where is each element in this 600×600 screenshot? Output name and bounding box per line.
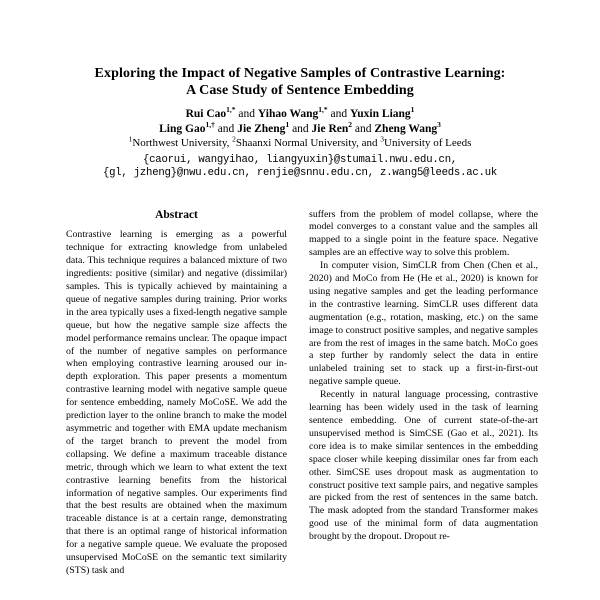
affiliation-university-of-leeds (380, 134, 472, 149)
author-separator: and (238, 108, 256, 120)
paper-title-line1: Exploring the Impact of Negative Samples of Contrastive Learning: (94, 66, 506, 81)
affiliation-line (0, 134, 600, 151)
author-ling-gao (159, 119, 215, 135)
author-affiliation-mark: 2 (348, 119, 353, 129)
author-block (0, 107, 600, 136)
affiliation-text: Northwest University, (132, 137, 230, 149)
paper-header (0, 65, 600, 181)
email-line-1: {caorui, wangyihao, liangyuxin}@stumail.nwu.edu.cn, (142, 153, 458, 166)
author-affiliation-mark: 1,† (205, 119, 215, 129)
author-affiliation-mark: 1 (285, 119, 290, 129)
author-affiliation-mark: 1,* (226, 105, 236, 115)
author-rui-cao (185, 105, 236, 120)
author-name: Ling Gao (159, 122, 206, 135)
paper-title (0, 65, 600, 99)
email-block (0, 154, 600, 181)
abstract-text: Contrastive learning is emerging as a powerful technique for extracting knowledge from unlabeled data. This technique requires a balanced mixture of two ingredients: positive (similar) and negative (dissimilar) samples. This is typically achieved by maintaining a queue of negative samples during training. Prior works in the area typically uses a fixed-length negative sample queue, but how the negative sample size affects the model performance remains unclear. The opaque impact of the number of negative samples on performance when employing contrastive learning aroused our in-depth exploration. This paper presents a momentum contrastive learning model with negative sample queue for sentence embedding, namely MoCoSE. We add the prediction layer to the online branch to make the model asymmetric and together with EMA update mechanism of the target branch to prevent the model from collapsing. We define a maximum traceable distance metric, through which we learn to what extent the text contrastive learning benefits from the historical information of negative samples. Our experiments find that the best results are obtained when the maximum traceable distance is at a certain range, demonstrating that there is an optimal range of historical information for a negative sample queue. We evaluate the proposed unsupervised MoCoSE on the semantic text similarity (STS) task and (66, 229, 287, 576)
affiliation-shaanxi-normal-university (232, 134, 359, 149)
author-yihao-wang (257, 105, 328, 120)
author-line-2 (0, 119, 600, 137)
author-affiliation-mark: 1 (410, 105, 415, 115)
author-affiliation-mark: 1,* (318, 105, 328, 115)
author-separator: and (217, 122, 235, 135)
author-affiliation-mark: 3 (437, 119, 441, 129)
author-name: Jie Zheng (237, 122, 286, 135)
author-name: Yihao Wang (257, 108, 319, 120)
author-separator: and (292, 122, 309, 135)
author-separator: and (330, 108, 348, 120)
affiliation-mark: 2 (232, 134, 236, 144)
abstract-heading: Abstract (155, 208, 198, 221)
right-column (309, 209, 538, 578)
author-jie-ren (311, 119, 353, 135)
left-column (62, 209, 291, 578)
author-name: Yuxin Liang (350, 108, 411, 120)
author-line-1 (0, 107, 600, 122)
two-column-body (62, 209, 538, 578)
affiliation-conjunction: and (361, 137, 378, 149)
author-separator: and (354, 122, 372, 135)
body-paragraph-2: In computer vision, SimCLR from Chen (Chen et al., 2020) and MoCo from He (He et al., 2020) is known for using negative samples and get the leading performance in the contrastive learning. SimCLR uses different data augmentation (e.g., rotation, masking, etc.) on the same image to construct positive samples, and negative samples are from the rest of images in the same batch. MoCo goes a step further by randomly select the data in entire unlabeled training set to stack up a first-in-first-out negative sample queue. (309, 260, 538, 388)
body-paragraph-3: Recently in natural language processing, contrastive learning has been widely used in the task of learning sentence embedding. One of current state-of-the-art unsupervised method is SimCSE (Gao et al., 2021). Its core idea is to make similar sentences in the embedding space closer while keeping dissimilar ones far from each other. SimCSE uses dropout mask as augmentation to construct positive text sample pairs, and negative samples are picked from the rest of sentences in the same batch. The mask adopted from the standard Transformer makes good use of the minimal form of data augmentation brought by the dropout. Dropout re- (309, 389, 538, 543)
author-yuxin-liang (350, 105, 415, 120)
affiliation-northwest-university (128, 134, 230, 149)
paper-title-line2: A Case Study of Sentence Embedding (186, 83, 414, 98)
author-zheng-wang (374, 119, 441, 135)
author-jie-zheng (237, 119, 290, 135)
affiliation-mark: 3 (380, 134, 385, 144)
author-name: Rui Cao (185, 108, 227, 120)
author-name: Zheng Wang (374, 122, 438, 135)
affiliation-text: Shaanxi Normal University, (235, 137, 359, 149)
author-name: Jie Ren (311, 122, 349, 135)
body-paragraph-1: suffers from the problem of model collapse, where the model converges to a constant value and the samples all mapped to a single point in the feature space. Negative samples are an effective way to solve this problem. (309, 208, 538, 259)
affiliation-text: University of Leeds (384, 137, 472, 149)
email-line-2: {gl, jzheng}@nwu.edu.cn, renjie@snnu.edu.cn, z.wang5@leeds.ac.uk (102, 167, 498, 179)
affiliation-mark: 1 (128, 134, 133, 144)
